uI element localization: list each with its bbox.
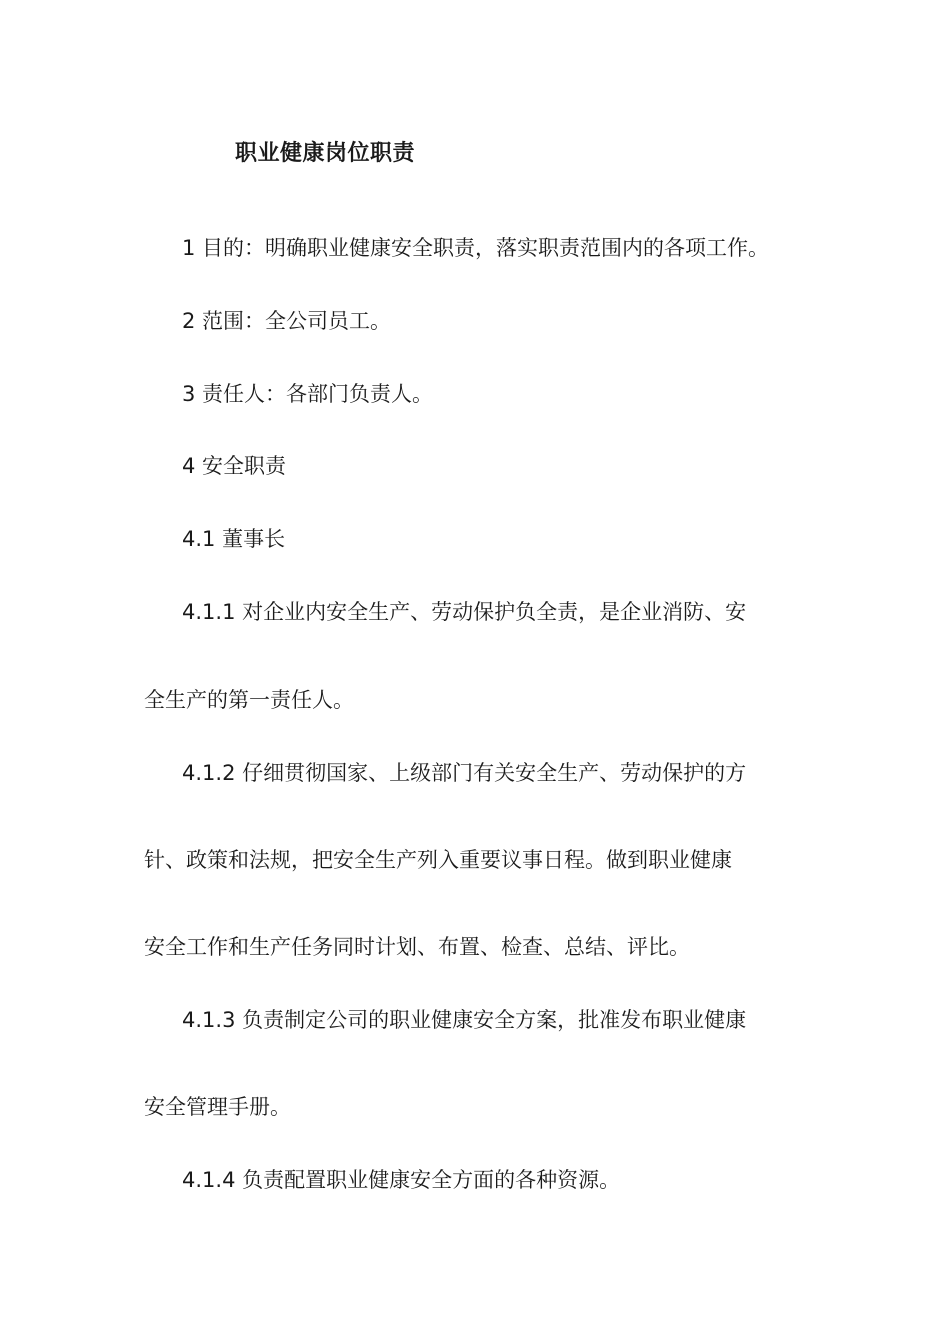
clause-4-1-3-line-2: 安全管理手册。 [144,1095,291,1119]
clause-4-1-3-line-1: 4.1.3 负责制定公司的职业健康安全方案，批准发布职业健康 [182,1008,747,1032]
section-heading-safety-duties: 4 安全职责 [182,454,287,478]
clause-4-1-2-line-3: 安全工作和生产任务同时计划、布置、检查、总结、评比。 [144,935,690,959]
paragraph-responsible: 3 责任人：各部门负责人。 [182,382,434,406]
clause-4-1-1-line-1: 4.1.1 对企业内安全生产、劳动保护负全责，是企业消防、安 [182,600,747,624]
paragraph-scope: 2 范围：全公司员工。 [182,309,392,333]
clause-4-1-2-line-2: 针、政策和法规，把安全生产列入重要议事日程。做到职业健康 [144,848,732,872]
document-title: 职业健康岗位职责 [235,141,416,166]
paragraph-purpose: 1 目的：明确职业健康安全职责，落实职责范围内的各项工作。 [182,236,770,260]
clause-4-1-2-line-1: 4.1.2 仔细贯彻国家、上级部门有关安全生产、劳动保护的方 [182,761,747,785]
subsection-heading-chairman: 4.1 董事长 [182,527,286,551]
clause-4-1-4: 4.1.4 负责配置职业健康安全方面的各种资源。 [182,1168,621,1192]
clause-4-1-1-line-2: 全生产的第一责任人。 [144,688,354,712]
